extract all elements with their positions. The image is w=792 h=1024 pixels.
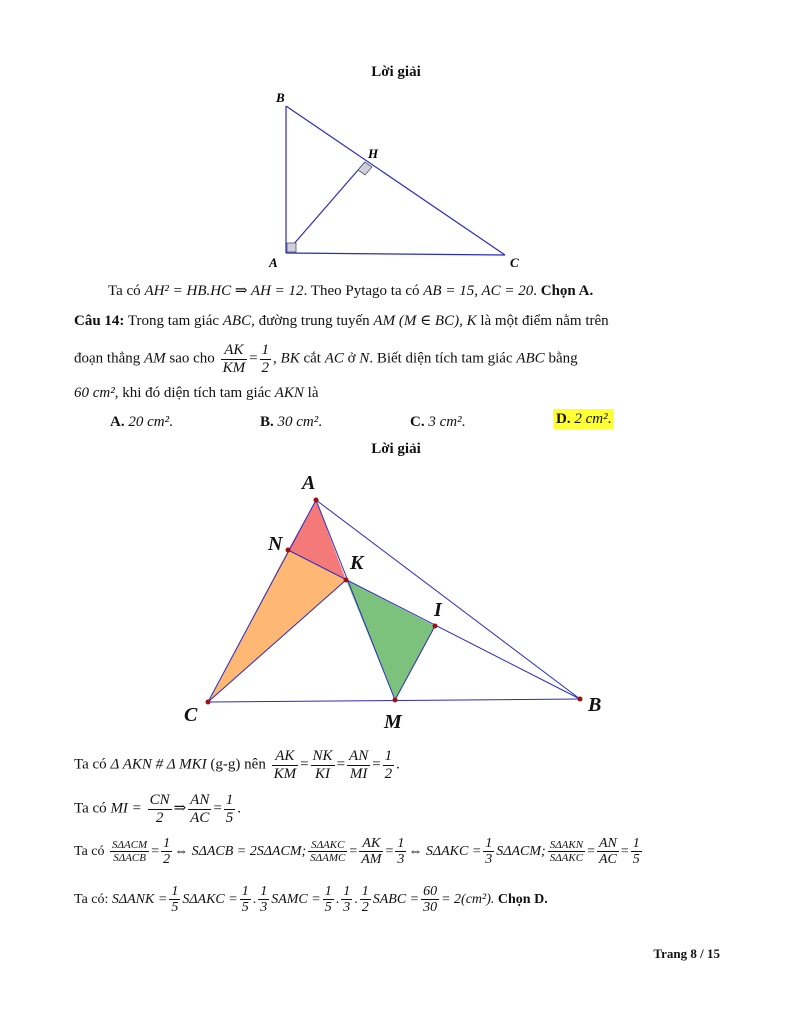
label-m: M	[384, 711, 402, 733]
solution-title-2: Lời giải	[371, 441, 421, 457]
option-c[interactable]: C. 3 cm².	[410, 414, 466, 430]
option-a[interactable]: A. 20 cm².	[110, 414, 173, 430]
label-c2: C	[184, 704, 198, 726]
page-footer: Trang 8 / 15	[653, 946, 720, 961]
answer-a: Chọn A.	[540, 283, 594, 299]
label-i: I	[434, 599, 442, 621]
solution-line-1: Ta có AH² = HB.HC ⇒ AH = 12. Theo Pytago ta có AB = 15, AC = 20. Chọn A.	[108, 283, 594, 299]
question-14-line-1: Câu 14: Trong tam giác ABC, đường trung tuyến AM (M ∈ BC), K là một điểm nằm trên	[74, 313, 609, 329]
label-b: B	[276, 90, 285, 105]
question-14-line-2: đoạn thẳng AM sao cho $\frac{AK}{KM}$ = $\frac{1}{2}$ , BK cắt AC ở N. Biết diện tích tam giác ABC bằng	[74, 342, 578, 376]
right-angle-a	[287, 243, 296, 252]
answer-d: Chọn D.	[497, 892, 548, 908]
question-label: Câu 14:	[74, 313, 125, 329]
solution-s4: Ta có: SΔANK = $\frac{1}{5}$ SΔAKC = $\frac{1}{5}$ . $\frac{1}{3}$ SAMC = $\frac{1}{5}$ . $\frac{1}{3}$ . $\frac{1}{2}$ SABC = $\frac{60}{30}$ = 2(cm²). Chọn D.	[74, 884, 548, 916]
segment-ah	[286, 162, 365, 253]
figure-1-right-triangle	[260, 86, 530, 272]
label-h: H	[368, 146, 379, 161]
option-b[interactable]: B. 30 cm².	[260, 414, 323, 430]
label-a2: A	[302, 472, 316, 494]
solution-s1: Ta có Δ AKN # Δ MKI (g-g) nên $\frac{AK}{KM}$ = $\frac{NK}{KI}$ = $\frac{AN}{MI}$ = $\frac{1}{2}$ .	[74, 748, 400, 782]
solution-s3: Ta có $\frac{\text{SΔACM}}{\text{SΔACB}}$ = $\frac{1}{2}$ ⇔ SΔACB = 2SΔACM; $\frac{\text{SΔAKC}}{\text{SΔAMC}}$ = $\frac{AK}{AM}$ = $\frac{1}{3}$ ⇔ SΔAKC = $\frac{1}{3}$ SΔACM; $\frac{\text{SΔAKN}}{\text{SΔAKC}}$ = $\frac{AN}{AC}$ = $\frac{1}{5}$	[74, 836, 640, 868]
solution-title-1: Lời giải	[371, 64, 421, 80]
question-14-line-3: 60 cm², khi đó diện tích tam giác AKN là	[74, 385, 319, 401]
solution-s2: Ta có MI = $\frac{CN}{2}$ ⇒ $\frac{AN}{AC}$ = $\frac{1}{5}$ .	[74, 792, 242, 826]
label-b2: B	[588, 694, 602, 716]
label-k: K	[350, 552, 364, 574]
option-d[interactable]: D. 2 cm².	[553, 411, 614, 428]
label-c: C	[510, 255, 519, 270]
right-angle-h	[358, 162, 372, 175]
label-a: A	[269, 255, 278, 270]
region-kim	[346, 580, 435, 700]
segment-ac	[286, 253, 505, 255]
figure-2-triangle	[180, 466, 610, 736]
segment-bc	[286, 106, 505, 255]
label-n: N	[268, 533, 283, 555]
